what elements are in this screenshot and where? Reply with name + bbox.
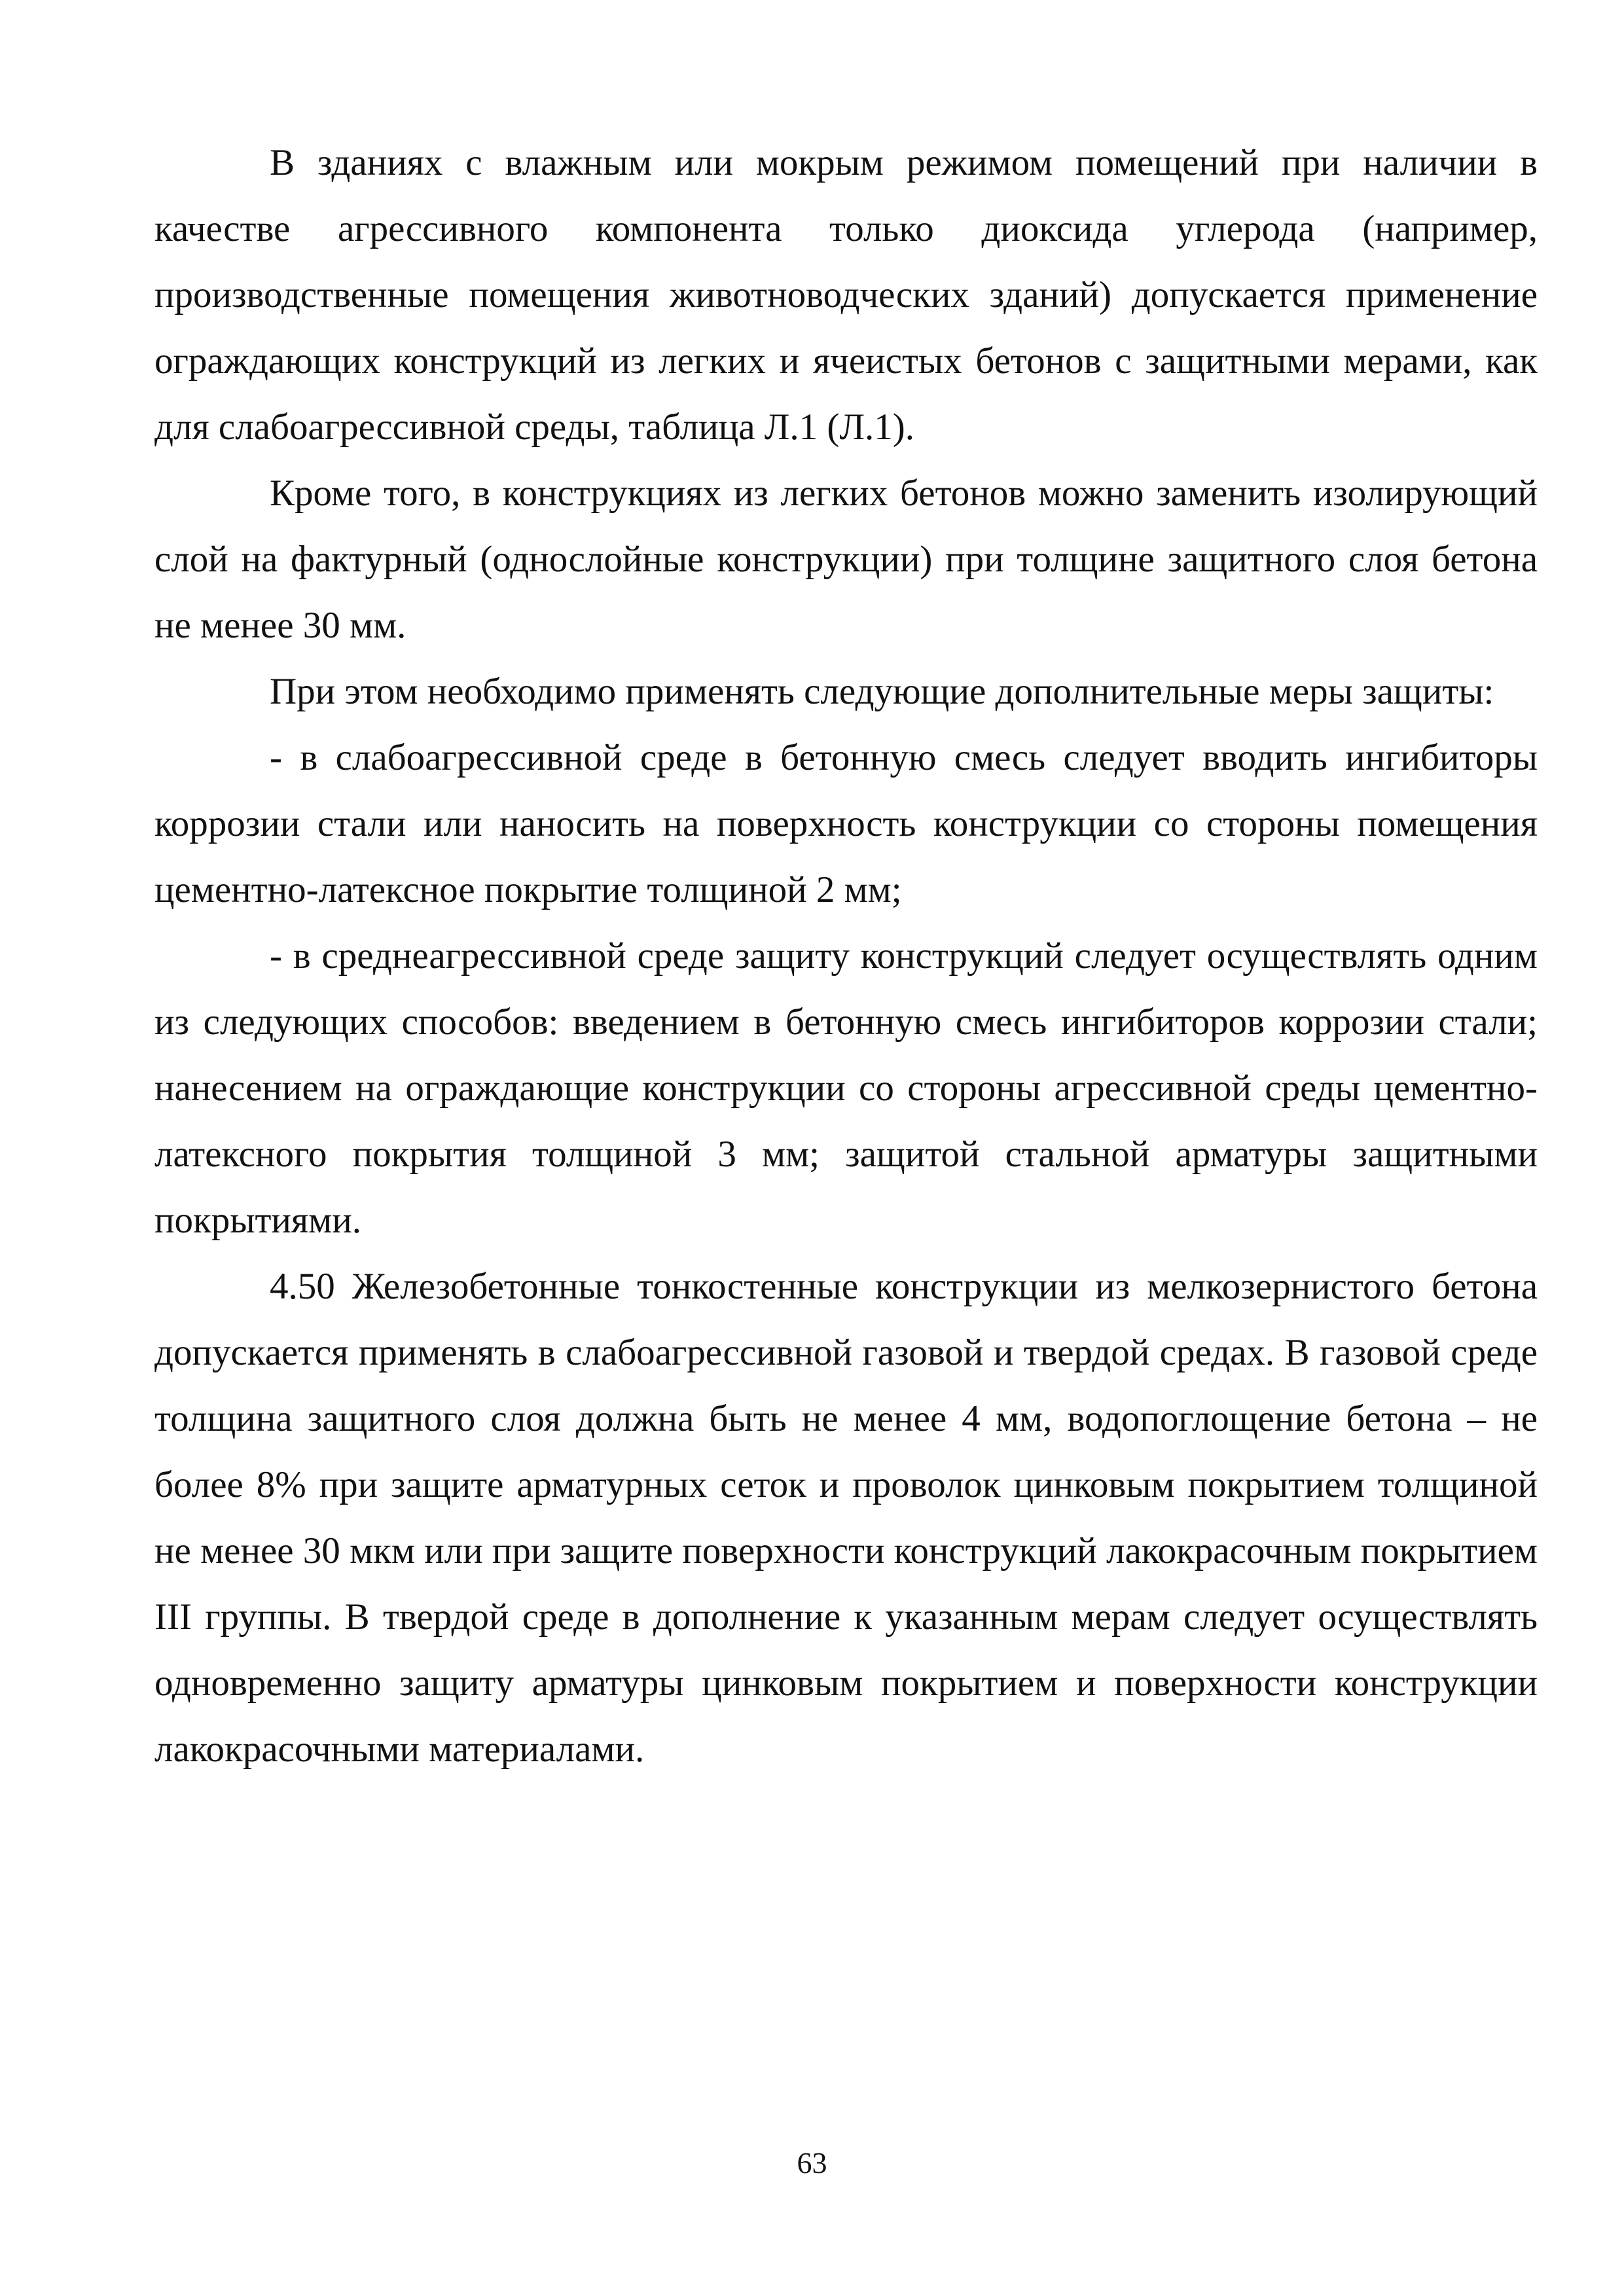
paragraph-lightweight-concrete: Кроме того, в конструкциях из легких бетонов можно заменить изолирующий слой на фактурный (однослойные конструкции) при толщине защитного слоя бетона не менее 30 мм.: [154, 473, 1538, 646]
list-item-weakly-aggressive: - в слабоагрессивной среде в бетонную смесь следует вводить ингибиторы коррозии стали или наносить на поверхность конструкции со стороны помещения цементно-латексное покрытие толщиной 2 мм;: [154, 737, 1538, 910]
paragraph-additional-measures: При этом необходимо применять следующие дополнительные меры защиты:: [270, 671, 1494, 712]
list-item-medium-aggressive: - в среднеагрессивной среде защиту конструкций следует осуществлять одним из следующих способов: введением в бетонную смесь ингибиторов коррозии стали; нанесением на ограждающие конструкции со стороны агрессивной среды цементно-латексного покрытия толщиной 3 мм; защитой стальной арматуры защитными покрытиями.: [154, 935, 1538, 1241]
paragraph-humid-rooms: В зданиях с влажным или мокрым режимом помещений при наличии в качестве агрессивного компонента только диоксида углерода (например, производственные помещения животноводческих зданий) допускается применение ограждающих конструкций из легких и ячеистых бетонов с защитными мерами, как для слабоагрессивной среды, таблица Л.1 (Л.1).: [154, 142, 1538, 448]
body-text: [154, 130, 1538, 1782]
page-number: 63: [797, 2146, 827, 2179]
paragraph-section-4-50: 4.50 Железобетонные тонкостенные конструкции из мелкозернистого бетона допускается применять в слабоагрессивной газовой и твердой средах. В газовой среде толщина защитного слоя должна быть не менее 4 мм, водопоглощение бетона – не более 8% при защите арматурных сеток и проволок цинковым покрытием толщиной не менее 30 мкм или при защите поверхности конструкций лакокрасочным покрытием III группы. В твердой среде в дополнение к указанным мерам следует осуществлять одновременно защиту арматуры цинковым покрытием и поверхности конструкции лакокрасочными материалами.: [154, 1266, 1538, 1770]
